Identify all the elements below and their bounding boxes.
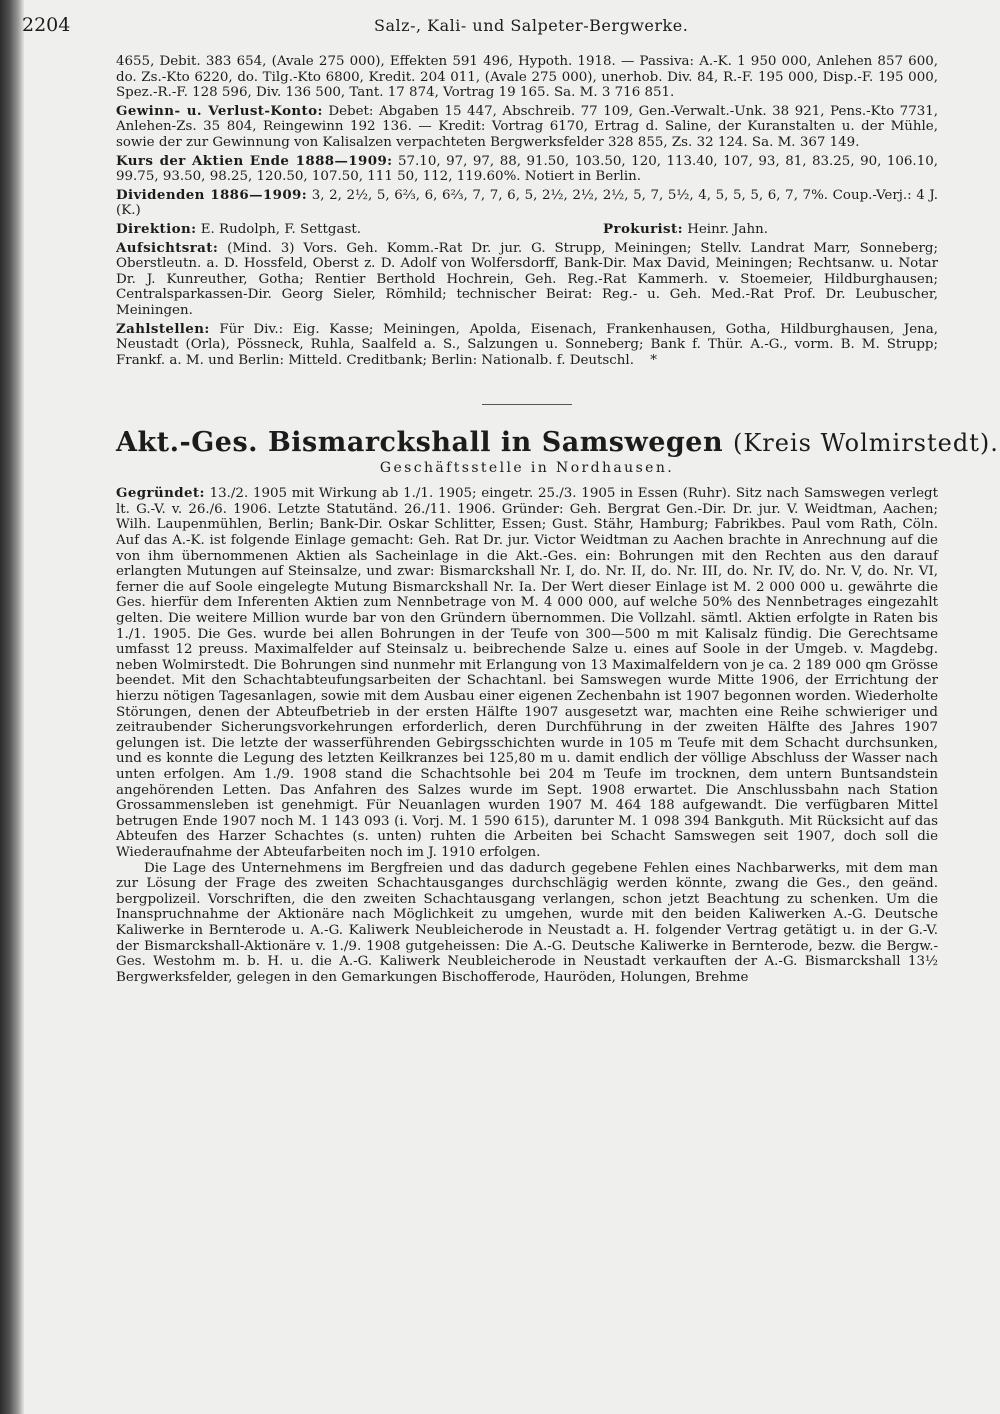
company-district: (Kreis Wolmirstedt). — [733, 429, 999, 458]
company-subtitle: Geschäftsstelle in Nordhausen. — [379, 460, 675, 477]
dividenden-section — [116, 188, 938, 219]
prokurist-text: Heinr. Jahn. — [687, 221, 768, 237]
company-title — [116, 427, 999, 459]
direktion-text: E. Rudolph, F. Settgast. — [200, 221, 361, 237]
kurs-label: Kurs der Aktien Ende 1888—1909: — [116, 152, 393, 169]
book-binding-shadow — [0, 0, 24, 1414]
balance-continued: 4655, Debit. 383 654, (Avale 275 000), Effekten 591 496, Hypoth. 1918. — Passiva: A.-K. 1 950 000, Anlehen 857 600, do. Zs.-Kto 6220, do. Tilg.-Kto 6800, Kredit. 204 011, (Avale 275 000), unerhob. Div. 84, R.-F. 195 000, Disp.-F. 195 000, Spez.-R.-F. 128 596, Div. 136 500, Tant. 17 874, Vortrag 19 165. Sa. M. 3 716 851. — [116, 54, 938, 101]
zahlstellen-label: Zahlstellen: — [116, 320, 210, 337]
paragraph-1-text: 13./2. 1905 mit Wirkung ab 1./1. 1905; eingetr. 25./3. 1905 in Essen (Ruhr). Sitz nach Samswegen verlegt lt. G.-V. v. 26./6. 1906. Letzte Statutänd. 26./11. 1906. Gründer: Geh. Bergrat Gen.-Dir. Dr. jur. V. Weidtman, Aachen; Wilh. Laupenmühlen, Berlin; Bank-Dir. Oskar Schlitter, Essen; Gust. Stähr, Hamburg; Fabrikbes. Paul vom Rath, Cöln. Auf das A.-K. ist folgende Einlage gemacht: Geh. Rat Dr. jur. Victor Weidtman zu Aachen brachte in Anrechnung auf die von ihm übernommenen Aktien als Sacheinlage in die Akt.-Ges. ein: Bohrungen mit den Rechten aus den darauf erlangten Mutungen auf Steinsalze, und zwar: Bismarckshall Nr. I, do. Nr. II, do. Nr. III, do. Nr. IV, do. Nr. V, do. Nr. VI, ferner die auf Soole eingelegte Mutung Bismarckshall Nr. Ia. Der Wert dieser Einlage ist M. 2 000 000 u. gewährte die Ges. hierfür dem Inferenten Aktien zum Nennbetrage von M. 4 000 000, auf welche 50% des Nennbetrages eingezahlt gelten. Die weitere Million wurde bar von den Gründern übernommen. Die Vollzahl. sämtl. Aktien erfolgte in Raten bis 1./1. 1905. Die Ges. wurde bei allen Bohrungen in der Teufe von 300—500 m mit Kalisalz fündig. Die Gerechtsame umfasst 12 preuss. Maximalfelder auf Steinsalz u. beibrechende Salze u. eines auf Soole in der Umgeb. v. Magdebg. neben Wolmirstedt. Die Bohrungen sind nunmehr mit Erlangung von 13 Maximalfeldern von je ca. 2 189 000 qm Grösse beendet. Mit den Schachtabteufungsarbeiten der Schachtanl. bei Samswegen wurde Mitte 1906, der Errichtung der hierzu nötigen Tagesanlagen, sowie mit dem Ausbau einer eigenen Zechenbahn ist 1907 begonnen worden. Wiederholte Störungen, denen der Abteufbetrieb in der ersten Hälfte 1907 ausgesetzt war, machten eine Reihe schwieriger und zeitraubender Sicherungsvorkehrungen erforderlich, deren Durchführung in der zweiten Hälfte des Jahres 1907 gelungen ist. Die letzte der wasserführenden Gebirgsschichten wurde in 105 m Teufe mit dem Schacht durchsunken, und es konnte die Legung des letzten Keilkranzes bei 125,80 m u. damit endlich der völlige Abschluss der Wasser nach unten erfolgen. Am 1./9. 1908 stand die Schachtsohle bei 204 m Teufe im trocknen, dem untern Buntsandstein angehörenden Letten. Das Anfahren des Salzes wurde im Sept. 1908 erwartet. Die Anschlussbahn nach Station Grossammensleben ist genehmigt. Für Neuanlagen wurden 1907 M. 464 188 aufgewandt. Die verfügbaren Mittel betrugen Ende 1907 noch M. 1 143 093 (i. Vorj. M. 1 590 615), darunter M. 1 098 394 Bankguth. Mit Rücksicht auf das Abteufen des Harzer Schachtes (s. unten) ruhten die Arbeiten bei Schacht Samswegen seit 1907, doch soll die Wiederaufnahme der Abteufarbeiten noch im J. 1910 erfolgen. — [116, 486, 938, 860]
page-content — [22, 14, 999, 985]
direktion-label: Direktion: — [116, 220, 197, 237]
aufsichtsrat-label: Aufsichtsrat: — [116, 239, 219, 256]
gewinn-section — [116, 104, 938, 151]
gewinn-label: Gewinn- u. Verlust-Konto: — [116, 102, 323, 119]
zahlstellen-section — [116, 322, 938, 369]
zahlstellen-text: Für Div.: Eig. Kasse; Meiningen, Apolda, Eisenach, Frankenhausen, Gotha, Hildburghausen, Jena, Neustadt (Orla), Pössneck, Ruhla, Saalfeld a. S., Salzungen u. Sonneberg; Bank f. Thür. A.-G., vorm. B. M. Strupp; Frankf. a. M. und Berlin: Mitteld. Creditbank; Berlin: Nationalb. f. Deutschl. — [116, 321, 938, 368]
direktion-prokurist-row — [116, 222, 938, 238]
prokurist-section — [603, 222, 768, 238]
paragraph-2: Die Lage des Unternehmens im Bergfreien und das dadurch gegebene Fehlen eines Nachbarwerks, mit dem man zur Lösung der Frage des zweiten Schachtausganges durchschlägig werden könnte, zwang die Ges., den geänd. bergpolizeil. Vorschriften, die den zweiten Schachtausgang verlangen, schon jetzt Beachtung zu schenken. Um die Inanspruchnahme der Aktionäre nach Möglichkeit zu umgehen, wurde mit den beiden Kaliwerken A.-G. Deutsche Kaliwerke in Bernterode u. A.-G. Kaliwerk Neubleicherode in Neustadt a. H. folgender Vertrag getätigt u. in der G.-V. der Bismarckshall-Aktionäre v. 1./9. 1908 gutgeheissen: Die A.-G. Deutsche Kaliwerke in Bernterode, bezw. die Bergw.-Ges. Westohm m. b. H. u. die A.-G. Kaliwerk Neubleicherode in Neustadt verkauften der A.-G. Bismarckshall 13½ Bergwerksfelder, gelegen in den Gemarkungen Bischofferode, Hauröden, Holungen, Brehme — [116, 860, 938, 985]
company-name: Akt.-Ges. Bismarckshall in Samswegen — [116, 427, 724, 459]
gegruendet-paragraph — [116, 486, 938, 860]
dividenden-text: 3, 2, 2½, 5, 6⅔, 6, 6⅔, 7, 7, 6, 5, 2½, 2½, 2½, 5, 7, 5½, 4, 5, 5, 5, 6, 7, 7%. Coup.-Verj.: 4 J. (K.) — [116, 187, 939, 219]
aufsichtsrat-section — [116, 241, 938, 319]
page-number: 2204 — [22, 14, 71, 36]
gegruendet-label: Gegründet: — [116, 485, 205, 502]
page-header — [22, 14, 938, 36]
section-divider — [482, 404, 572, 405]
direktion-section — [116, 222, 361, 238]
aufsichtsrat-text: (Mind. 3) Vors. Geh. Komm.-Rat Dr. jur. G. Strupp, Meiningen; Stellv. Landrat Marr, Sonneberg; Oberstleutn. a. D. Hossfeld, Oberst z. D. Adolf von Wolfersdorff, Bank-Dir. Max David, Meiningen; Rechtsanw. u. Notar Dr. J. Kunreuther, Gotha; Rentier Berthold Hochrein, Geh. Reg.-Rat Kammerh. v. Stoemeier, Hildburghausen; Centralsparkassen-Dir. Georg Sieler, Römhild; technischer Beirat: Reg.- u. Geh. Med.-Rat Prof. Dr. Leubuscher, Meiningen. — [116, 240, 938, 318]
dividenden-label: Dividenden 1886—1909: — [116, 186, 308, 203]
gewinn-text: Debet: Abgaben 15 447, Abschreib. 77 109, Gen.-Verwalt.-Unk. 38 921, Pens.-Kto 7731, Anlehen-Zs. 35 804, Reingewinn 192 136. — Kredit: Vortrag 6170, Ertrag d. Saline, der Kuranstalten u. der Mühle, sowie der zur Gewinnung von Kalisalzen verpachteten Bergwerksfelder 328 855, Zs. 32 124. Sa. M. 367 149. — [116, 103, 939, 150]
kurs-text: 57.10, 97, 97, 88, 91.50, 103.50, 120, 113.40, 107, 93, 81, 83.25, 90, 106.10, 99.75, 93.50, 98.25, 120.50, 107.50, 111 50, 112, 119.60%. Notiert in Berlin. — [116, 153, 938, 185]
prokurist-label: Prokurist: — [603, 220, 683, 237]
running-title: Salz-, Kali- und Salpeter-Bergwerke. — [374, 16, 689, 35]
star-mark: * — [650, 352, 657, 368]
kurs-section — [116, 154, 938, 185]
